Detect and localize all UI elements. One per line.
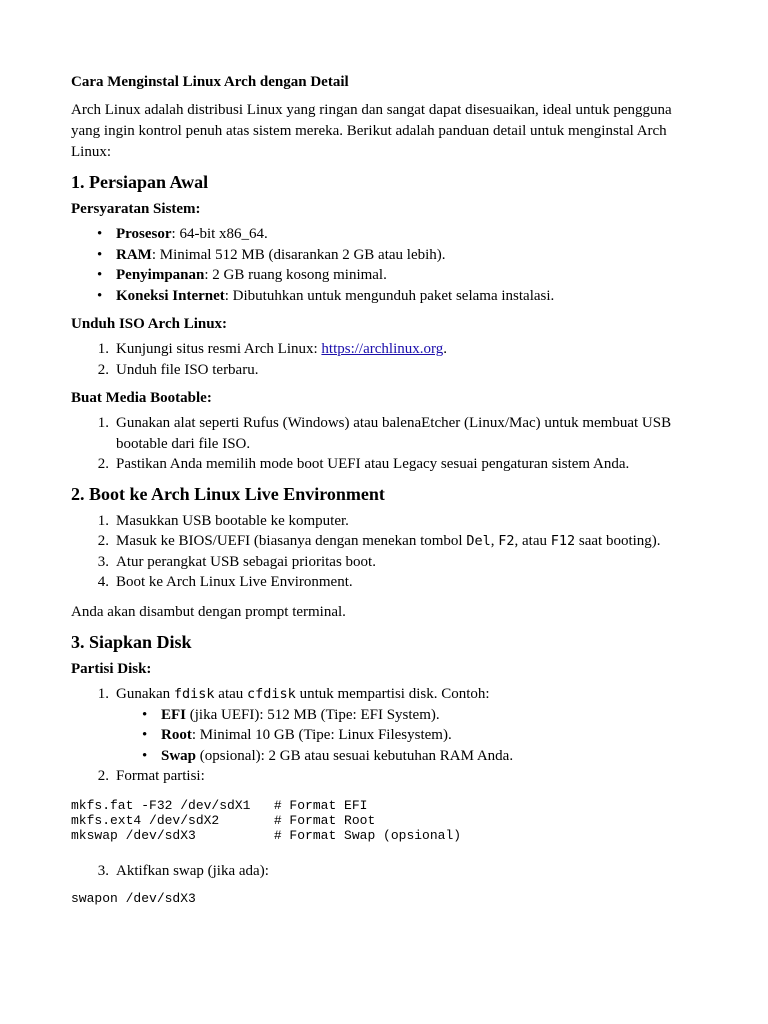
list-item (71, 224, 691, 245)
item-text: : Dibutuhkan untuk mengunduh paket selama instalasi. (224, 287, 555, 304)
partition-heading: Partisi Disk: (71, 661, 152, 677)
archlinux-link[interactable]: https://archlinux.org (321, 341, 444, 357)
bullet-icon: • (142, 706, 148, 723)
code-block-format: mkfs.fat -F32 /dev/sdX1 # Format EFI mkfs.ext4 /dev/sdX2 # Format Root mkswap /dev/sdX3 # Format Swap (opsional) (71, 797, 462, 843)
inline-code: cfdisk (247, 686, 296, 702)
list-item: 4. Boot ke Arch Linux Live Environment. (97, 574, 353, 590)
list-item: 2. Masuk ke BIOS/UEFI (biasanya dengan menekan tombol Del, F2, atau F12 saat booting). (97, 533, 661, 549)
partition-sublist (116, 705, 691, 767)
list-item: 2. Format partisi: (97, 768, 205, 784)
list-item: • EFI (jika UEFI): 512 MB (Tipe: EFI System). (72, 705, 691, 726)
bullet-icon: • (97, 287, 103, 304)
list-item (71, 265, 691, 286)
item-label: RAM (116, 246, 152, 263)
bullet-icon: • (97, 267, 103, 283)
bullet-icon: • (97, 246, 103, 263)
boot-steps (71, 511, 691, 593)
list-item: • Root: Minimal 10 GB (Tipe: Linux Filesystem). (72, 725, 691, 746)
list-item: 3. Atur perangkat USB sebagai prioritas boot. (97, 553, 376, 570)
bullet-icon: • (97, 226, 103, 242)
requirements-heading: Persyaratan Sistem: (71, 201, 201, 217)
list-item (71, 286, 691, 307)
list-item: 2. Unduh file ISO terbaru. (97, 361, 259, 378)
media-steps (71, 413, 691, 475)
item-text: : 64-bit x86_64. (171, 226, 268, 242)
iso-heading: Unduh ISO Arch Linux: (71, 316, 228, 332)
list-item: 1. Gunakan alat seperti Rufus (Windows) atau balenaEtcher (Linux/Mac) untuk membuat USB bootable dari file ISO. (97, 415, 672, 452)
bullet-icon: • (142, 727, 148, 743)
key-f2: F2 (498, 533, 515, 549)
partition-steps (71, 684, 691, 787)
media-heading: Buat Media Bootable: (71, 390, 212, 406)
item-label: Prosesor (116, 226, 172, 242)
iso-steps (71, 339, 691, 380)
item-text: : 2 GB ruang kosong minimal. (204, 267, 387, 283)
item-label: Koneksi Internet (116, 287, 225, 304)
key-del: Del (466, 533, 491, 549)
bullet-icon: • (142, 747, 148, 764)
document (71, 73, 691, 906)
key-f12: F12 (550, 533, 576, 549)
list-item: • Swap (opsional): 2 GB atau sesuai kebutuhan RAM Anda. (72, 746, 691, 767)
section-2-heading: 2. Boot ke Arch Linux Live Environment (71, 483, 385, 504)
boot-note: Anda akan disambut dengan prompt terminal. (71, 603, 346, 620)
list-item (71, 245, 691, 266)
section-1-heading: 1. Persiapan Awal (71, 172, 209, 192)
intro-paragraph: Arch Linux adalah distribusi Linux yang ringan dan sangat dapat disesuaikan, ideal untuk pengguna yang ingin kontrol penuh atas sistem mereka. Berikut adalah panduan detail untuk menginstal Arch Linux: (71, 102, 672, 160)
document-title: Cara Menginstal Linux Arch dengan Detail (71, 74, 349, 90)
item-label: Penyimpanan (116, 267, 205, 283)
requirements-list (71, 224, 691, 306)
list-item: 2. Pastikan Anda memilih mode boot UEFI atau Legacy sesuai pengaturan sistem Anda. (97, 456, 630, 472)
list-item: 3. Aktifkan swap (jika ada): (97, 862, 269, 879)
item-text: : Minimal 512 MB (disarankan 2 GB atau lebih). (151, 246, 446, 263)
inline-code: fdisk (173, 686, 215, 702)
list-item: 1. Kunjungi situs resmi Arch Linux: https://archlinux.org. (97, 341, 447, 357)
section-3-heading: 3. Siapkan Disk (71, 632, 192, 652)
list-item: 1. Masukkan USB bootable ke komputer. (97, 512, 349, 529)
list-item: 1. Gunakan fdisk atau cfdisk untuk mempartisi disk. Contoh: • EFI (jika UEFI): 512 MB (Tipe: EFI System). • Root: Minimal 10 GB (Tipe: Linux Filesystem). • Swap (opsional): 2 GB atau sesuai kebutuhan RAM Anda. (71, 684, 691, 766)
swap-step (71, 861, 691, 882)
code-block-swap: swapon /dev/sdX3 (71, 891, 196, 906)
